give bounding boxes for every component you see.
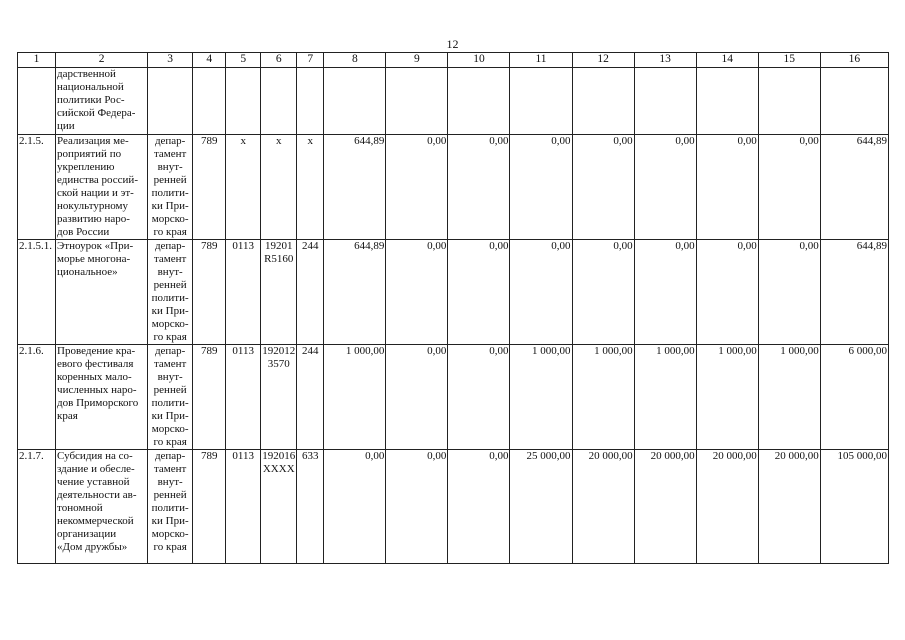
row-name: [56, 345, 148, 450]
row-organization-line: морско-: [151, 213, 189, 225]
row-organization-line: ренней: [153, 384, 187, 396]
row-ministry-code: [193, 68, 226, 135]
column-header-5: 5: [226, 53, 261, 68]
row-organization-line: тамент: [153, 253, 187, 265]
row-organization-line: тамент: [153, 463, 187, 475]
row-section-code: 0113: [226, 450, 261, 564]
row-section-code: x: [226, 135, 261, 240]
row-name-line: сийской Федера-: [57, 107, 136, 119]
row-expense-type: 244: [297, 240, 324, 345]
row-expense-type: x: [297, 135, 324, 240]
row-value-col-10: [448, 68, 510, 135]
column-header-8: 8: [324, 53, 386, 68]
row-value-col-15: 1 000,00: [758, 345, 820, 450]
row-value-col-14: 1 000,00: [696, 345, 758, 450]
row-value-col-11: 0,00: [510, 135, 572, 240]
row-organization-line: тамент: [153, 358, 187, 370]
row-organization-line: ренней: [153, 174, 187, 186]
row-value-col-10: 0,00: [448, 345, 510, 450]
row-target-code-line: 192016: [262, 450, 296, 462]
row-target-code-line: 192012: [262, 345, 296, 357]
row-value-col-13: 1 000,00: [634, 345, 696, 450]
row-value-col-8: [324, 68, 386, 135]
column-header-4: 4: [193, 53, 226, 68]
row-organization-line: ренней: [153, 279, 187, 291]
row-organization-line: депар-: [154, 240, 186, 252]
row-expense-type: 633: [297, 450, 324, 564]
table-row: [18, 345, 889, 450]
column-header-16: 16: [820, 53, 888, 68]
row-value-col-16: 644,89: [820, 240, 888, 345]
row-value-col-11: 1 000,00: [510, 345, 572, 450]
row-value-col-14: [696, 68, 758, 135]
row-organization-line: морско-: [151, 423, 189, 435]
row-name-line: Субсидия на со-: [57, 450, 133, 462]
row-expense-type: [297, 68, 324, 135]
row-name-line: национальной: [57, 81, 124, 93]
row-organization-line: внут-: [157, 161, 183, 173]
row-name-line: коренных мало-: [57, 371, 132, 383]
row-name-line: нокультурному: [57, 200, 129, 212]
row-name: [56, 240, 148, 345]
row-name-line: организации: [57, 528, 117, 540]
row-name-line: роприятий по: [57, 148, 122, 160]
row-name-line: дарственной: [57, 68, 116, 80]
row-ministry-code: 789: [193, 345, 226, 450]
row-organization-line: внут-: [157, 476, 183, 488]
column-header-6: 6: [261, 53, 297, 68]
row-value-col-8: 1 000,00: [324, 345, 386, 450]
row-value-col-16: 6 000,00: [820, 345, 888, 450]
row-organization-line: ки При-: [151, 200, 189, 212]
column-header-9: 9: [386, 53, 448, 68]
row-name: [56, 135, 148, 240]
row-target-code: [261, 68, 297, 135]
row-name-line: ской нации и эт-: [57, 187, 134, 199]
row-ministry-code: 789: [193, 450, 226, 564]
row-value-col-14: 20 000,00: [696, 450, 758, 564]
row-value-col-8: 644,89: [324, 135, 386, 240]
row-value-col-10: 0,00: [448, 450, 510, 564]
row-code: [18, 68, 56, 135]
row-value-col-9: 0,00: [386, 450, 448, 564]
row-name-line: морье многона-: [57, 253, 131, 265]
row-ministry-code: 789: [193, 135, 226, 240]
row-code: 2.1.7.: [18, 450, 56, 564]
row-value-col-13: 0,00: [634, 240, 696, 345]
table-row: [18, 135, 889, 240]
column-header-13: 13: [634, 53, 696, 68]
row-name-line: края: [57, 410, 78, 422]
row-organization-line: го края: [153, 436, 187, 448]
row-expense-type: 244: [297, 345, 324, 450]
row-name-line: здание и обесле-: [57, 463, 135, 475]
row-value-col-11: 25 000,00: [510, 450, 572, 564]
row-target-code-line: 3570: [267, 358, 290, 370]
row-name-line: Реализация ме-: [57, 135, 129, 147]
row-name-line: дов Приморского: [57, 397, 139, 409]
row-code: 2.1.5.1.: [18, 240, 56, 345]
row-value-col-15: 20 000,00: [758, 450, 820, 564]
column-header-11: 11: [510, 53, 572, 68]
row-organization-line: морско-: [151, 318, 189, 330]
row-organization-line: депар-: [154, 450, 186, 462]
row-section-code: 0113: [226, 240, 261, 345]
row-value-col-8: 644,89: [324, 240, 386, 345]
column-header-15: 15: [758, 53, 820, 68]
row-value-col-12: 0,00: [572, 240, 634, 345]
row-value-col-9: [386, 68, 448, 135]
row-value-col-13: 20 000,00: [634, 450, 696, 564]
row-name-line: дов России: [57, 226, 110, 238]
row-name-line: единства россий-: [57, 174, 138, 186]
row-value-col-16: 644,89: [820, 135, 888, 240]
row-target-code-line: XXXX: [262, 463, 295, 475]
row-organization-line: полити-: [151, 502, 189, 514]
row-name-line: чение уставной: [57, 476, 130, 488]
row-target-code: [261, 450, 297, 564]
row-organization-line: морско-: [151, 528, 189, 540]
row-value-col-11: [510, 68, 572, 135]
row-organization-line: полити-: [151, 292, 189, 304]
row-organization-line: полити-: [151, 187, 189, 199]
row-value-col-15: 0,00: [758, 135, 820, 240]
row-organization-line: ренней: [153, 489, 187, 501]
row-section-code: [226, 68, 261, 135]
row-value-col-14: 0,00: [696, 135, 758, 240]
row-target-code: [261, 135, 297, 240]
row-organization-line: го края: [153, 331, 187, 343]
row-name-line: евого фестиваля: [57, 358, 134, 370]
row-name-line: политики Рос-: [57, 94, 125, 106]
row-organization: [148, 135, 193, 240]
row-value-col-9: 0,00: [386, 135, 448, 240]
row-organization-line: го края: [153, 226, 187, 238]
row-organization-line: ки При-: [151, 305, 189, 317]
row-name: [56, 68, 148, 135]
table-row: [18, 68, 889, 135]
row-organization-line: ки При-: [151, 410, 189, 422]
row-ministry-code: 789: [193, 240, 226, 345]
row-name-line: укреплению: [57, 161, 115, 173]
row-target-code-line: 19201: [265, 240, 293, 252]
column-header-7: 7: [297, 53, 324, 68]
row-organization-line: внут-: [157, 266, 183, 278]
row-name-line: Проведение кра-: [57, 345, 136, 357]
column-header-12: 12: [572, 53, 634, 68]
row-value-col-8: 0,00: [324, 450, 386, 564]
row-name-line: циональное»: [57, 266, 118, 278]
row-value-col-12: [572, 68, 634, 135]
row-value-col-11: 0,00: [510, 240, 572, 345]
row-organization-line: депар-: [154, 345, 186, 357]
row-value-col-12: 20 000,00: [572, 450, 634, 564]
row-name: [56, 450, 148, 564]
row-target-code: [261, 345, 297, 450]
header-row: [18, 53, 889, 68]
row-code: 2.1.5.: [18, 135, 56, 240]
row-value-col-13: [634, 68, 696, 135]
row-section-code: 0113: [226, 345, 261, 450]
budget-table: [17, 52, 889, 564]
row-value-col-12: 1 000,00: [572, 345, 634, 450]
table-row: [18, 450, 889, 564]
row-organization: [148, 345, 193, 450]
row-organization: [148, 450, 193, 564]
row-name-line: некоммерческой: [57, 515, 134, 527]
row-value-col-9: 0,00: [386, 240, 448, 345]
row-name-line: развитию наро-: [57, 213, 130, 225]
row-name-line: «Дом дружбы»: [57, 541, 128, 553]
column-header-14: 14: [696, 53, 758, 68]
row-target-code: [261, 240, 297, 345]
table-row: [18, 240, 889, 345]
row-organization-line: внут-: [157, 371, 183, 383]
row-organization: [148, 68, 193, 135]
row-target-code-line: R5160: [264, 253, 294, 265]
row-value-col-15: 0,00: [758, 240, 820, 345]
row-organization: [148, 240, 193, 345]
page-number: 12: [446, 37, 459, 51]
row-value-col-14: 0,00: [696, 240, 758, 345]
row-name-line: Этноурок «При-: [57, 240, 134, 252]
row-value-col-10: 0,00: [448, 135, 510, 240]
row-value-col-12: 0,00: [572, 135, 634, 240]
row-value-col-16: 105 000,00: [820, 450, 888, 564]
row-name-line: тономной: [57, 502, 103, 514]
row-value-col-16: [820, 68, 888, 135]
column-header-2: 2: [56, 53, 148, 68]
row-name-line: ции: [57, 120, 75, 132]
row-name-line: численных наро-: [57, 384, 137, 396]
row-value-col-13: 0,00: [634, 135, 696, 240]
column-header-3: 3: [148, 53, 193, 68]
row-organization-line: полити-: [151, 397, 189, 409]
row-code: 2.1.6.: [18, 345, 56, 450]
row-name-line: деятельности ав-: [57, 489, 137, 501]
column-header-1: 1: [18, 53, 56, 68]
row-value-col-9: 0,00: [386, 345, 448, 450]
row-organization-line: депар-: [154, 135, 186, 147]
row-value-col-10: 0,00: [448, 240, 510, 345]
row-target-code-line: x: [276, 135, 282, 147]
row-organization-line: ки При-: [151, 515, 189, 527]
row-organization-line: тамент: [153, 148, 187, 160]
column-header-10: 10: [448, 53, 510, 68]
row-value-col-15: [758, 68, 820, 135]
row-organization-line: го края: [153, 541, 187, 553]
